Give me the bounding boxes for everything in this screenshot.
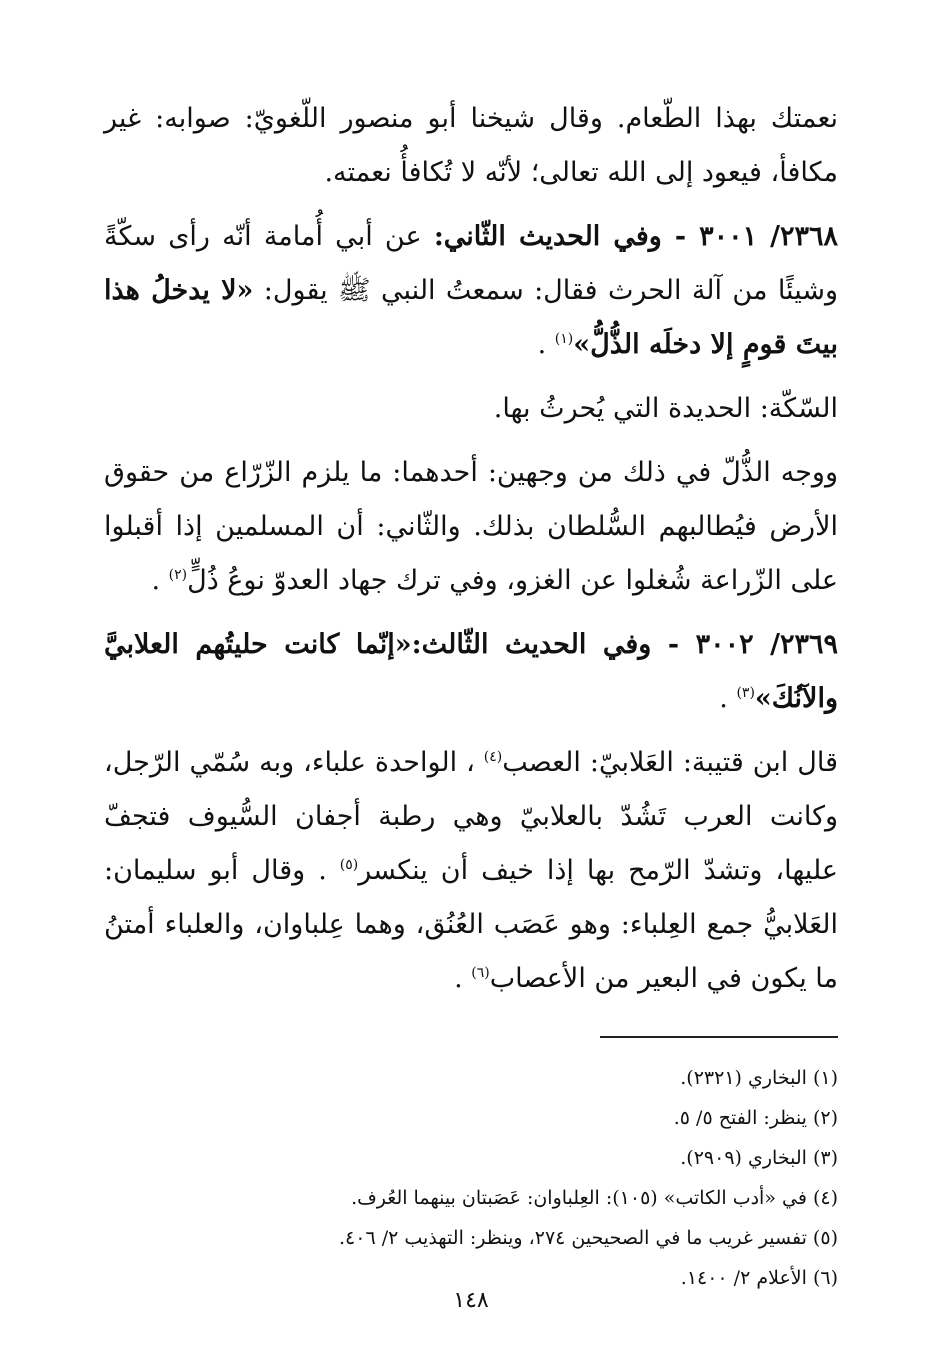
paragraph-1-text: نعمتك بهذا الطّعام. وقال شيخنا أبو منصور اللّغويّ: صوابه: غير مكافأ، فيعود إلى الله تعالى؛ لأنّه لا تُكافأُ نعمته.	[104, 103, 838, 188]
hadith-text: عن أبي أُمامة أنّه رأى سكّةً وشيئًا من آلة الحرث فقال: سمعتُ النبي ﷺ يقول:	[104, 221, 839, 306]
main-text	[104, 92, 838, 1006]
paragraph-1	[104, 92, 838, 200]
footnote-2: (٢) ينظر: الفتح ٥/ ٥.	[673, 1107, 838, 1129]
footnote-ref-6[interactable]: (٦)	[471, 965, 490, 981]
footnote-6: (٦) الأعلام ٢/ ١٤٠٠.	[680, 1267, 838, 1289]
hadith-end: .	[719, 683, 737, 714]
footnote-separator	[600, 1036, 838, 1038]
footnote-ref-1[interactable]: (١)	[554, 331, 574, 347]
footnote-1: (١) البخاري (٢٣٢١).	[680, 1067, 838, 1089]
hadith-quote: «لا يدخلُ هذا بيتَ قومٍ إلا دخلَه الذُّلُّ»	[104, 275, 838, 360]
paragraph-explanation	[104, 446, 838, 608]
hadith-end: .	[537, 329, 555, 360]
commentary-text-c: . وقال أبو سليمان: العَلابيُّ جمع العِلباء: وهو عَصَب العُنُق، وهما عِلباوان، والعلباء أمتنُ ما يكون في البعير من الأعصاب	[104, 855, 838, 994]
paragraph-ibn-qutayba	[104, 736, 838, 1006]
hadith-heading: ٢٣٦٨/ ٣٠٠١ - وفي الحديث الثّاني:	[433, 221, 839, 252]
commentary-text-b: ، الواحدة علباء، وبه سُمّي الرّجل، وكانت العرب تَشُدّ بالعلابيّ وهي رطبة أجفان السُّيوف فتجفّ عليها، وتشدّ الرّمح بها إذا خيف أن ينكسر	[104, 747, 838, 886]
page-number: ١٤٨	[453, 1288, 489, 1313]
footnote-3: (٣) البخاري (٢٩٠٩).	[680, 1147, 838, 1169]
hadith-heading: ٢٣٦٩/ ٣٠٠٢ - وفي الحديث الثّالث:	[411, 629, 838, 660]
footnote-ref-3[interactable]: (٣)	[736, 685, 755, 701]
footnote-ref-4[interactable]: (٤)	[483, 749, 503, 765]
footnote-ref-5[interactable]: (٥)	[339, 857, 359, 873]
definition-text: السّكّة: الحديدة التي يُحرثُ بها.	[493, 393, 838, 424]
hadith-2368	[104, 210, 838, 372]
definition-sikka	[104, 382, 838, 436]
footnote-5: (٥) تفسير غريب ما في الصحيحين ٢٧٤، وينظر: التهذيب ٢/ ٤٠٦.	[339, 1227, 838, 1249]
hadith-quote: «إنّما كانت حليتُهم العلابيَّ والآنُكَ»	[104, 629, 838, 714]
footnote-4: (٤) في «أدب الكاتب» (١٠٥): العِلباوان: عَصَبتان بينهما العُرف.	[351, 1187, 838, 1209]
hadith-2369	[104, 618, 838, 726]
explanation-end: .	[151, 565, 169, 596]
footnotes	[104, 1058, 838, 1298]
explanation-text: ووجه الذُّلّ في ذلك من وجهين: أحدهما: ما يلزم الزّرّاع من حقوق الأرض فيُطالبهم السُّلطان بذلك. والثّاني: أن المسلمين إذا أقبلوا على الزّراعة شُغلوا عن الغزو، وفي ترك جهاد العدوّ نوعُ ذُلٍّ	[104, 457, 838, 596]
commentary-end: .	[454, 963, 472, 994]
commentary-text-a: قال ابن قتيبة: العَلابيّ: العصب	[502, 747, 838, 778]
footnote-ref-2[interactable]: (٢)	[168, 567, 188, 583]
